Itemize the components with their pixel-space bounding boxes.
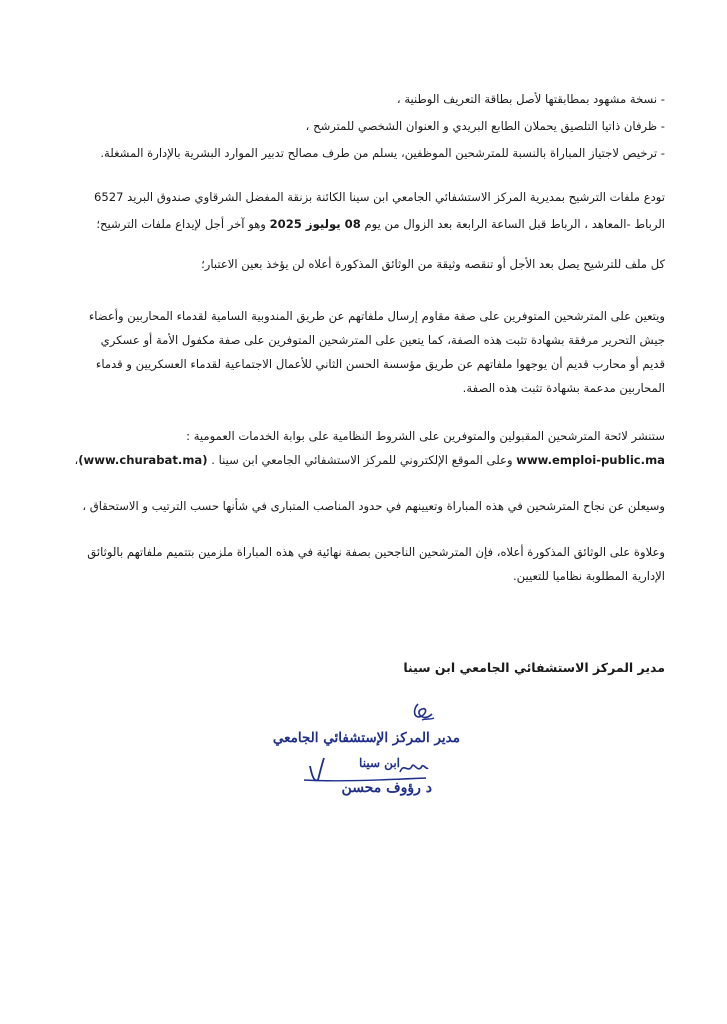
- final-line: الإدارية المطلوبة نظاميا للتعيين.: [512, 569, 665, 583]
- results-notice-text: وسيعلن عن نجاح المترشحين في هذه المباراة وتعيينهم في حدود المناصب المتبارى في شأنها حسب الترتيب و الاستحقاق ،: [82, 499, 665, 513]
- veterans-line: ويتعين على المترشحين المتوفرين على صفة مقاوم إرسال ملفاتهم عن طريق المندوبية السامية لقدماء المحاربين وأعضاء: [88, 309, 665, 323]
- stamp-line-1: مدير المركز الإستشفائي الجامعي: [272, 730, 460, 746]
- final-line: وعلاوة على الوثائق المذكورة أعلاه، فإن المترشحين الناجحين بصفة نهائية في هذه المباراة ملزمين بتتميم ملفاتهم بالوثائق: [87, 545, 665, 559]
- results-notice: [59, 494, 665, 518]
- publication-line-2-mid: وعلى الموقع الإلكتروني للمركز الاستشفائي الجامعي ابن سينا .: [211, 453, 513, 467]
- veterans-line: قديم أو محارب قديم أن يوجهوا ملفاتهم عن طريق مؤسسة الحسن الثاني للأعمال الاجتماعية لقدماء العسكريين و قدماء: [95, 357, 665, 371]
- veterans-line: المحاربين مدعمة بشهادة تثبت هذه الصفة.: [462, 381, 665, 395]
- site-link-emploi-public[interactable]: www.emploi-public.ma: [516, 453, 665, 467]
- publication-line-2: [59, 448, 665, 472]
- deadline-date: 08 يوليوز 2025: [269, 217, 361, 231]
- stamp-line-3: د رؤوف محسن: [341, 780, 432, 796]
- publication-line-1: ستنشر لائحة المترشحين المقبولين والمتوفرين على الشروط النظامية على بوابة الخدمات العمومية :: [186, 429, 665, 443]
- required-documents-list: [59, 86, 665, 167]
- list-item: - نسخة مشهود بمطابقتها لأصل بطاقة التعريف الوطنية ،: [396, 92, 665, 106]
- late-notice-text: كل ملف للترشيح يصل بعد الأجل أو تنقصه وثيقة من الوثائق المذكورة أعلاه لن يؤخذ بعين الاعتبار؛: [201, 257, 665, 271]
- publication-paragraph: [59, 424, 665, 472]
- list-item: - ترخيص لاجتياز المباراة بالنسبة للمترشحين الموظفين، يسلم من طرف مصالح تدبير الموارد البشرية بالإدارة المشغلة.: [100, 146, 665, 160]
- deposit-line-2: [59, 211, 665, 238]
- signatory-title: مدير المركز الاستشفائي الجامعي ابن سينا: [403, 660, 665, 675]
- official-stamp-signature: [272, 696, 460, 816]
- site-link-churabat[interactable]: (www.churabat.ma): [78, 453, 208, 467]
- publication-line-2-end: ،: [74, 453, 79, 467]
- list-item: - ظرفان ذاتيا التلصيق يحملان الطابع البريدي و العنوان الشخصي للمترشح ،: [305, 119, 665, 133]
- deposit-line-2-start: الرباط -المعاهد ، الرباط قبل الساعة الرابعة بعد الزوال من يوم: [364, 217, 665, 231]
- veterans-paragraph: [59, 304, 665, 400]
- deposit-paragraph: [59, 184, 665, 238]
- deposit-line-2-end: وهو آخر أجل لإيداع ملفات الترشيح؛: [96, 217, 266, 231]
- final-paragraph: [59, 540, 665, 588]
- stamp-line-2: ابن سينا: [359, 756, 400, 770]
- deposit-line-1: تودع ملفات الترشيح بمديرية المركز الاستشفائي الجامعي ابن سينا الكائنة بزنقة المفضل الشرقاوي صندوق البريد 6527: [93, 190, 665, 204]
- late-notice: [59, 252, 665, 276]
- veterans-line: جيش التحرير مرفقة بشهادة تثبت هذه الصفة، كما يتعين على المترشحين المتوفرين على صفة مكفول الأمة أو عسكري: [100, 333, 665, 347]
